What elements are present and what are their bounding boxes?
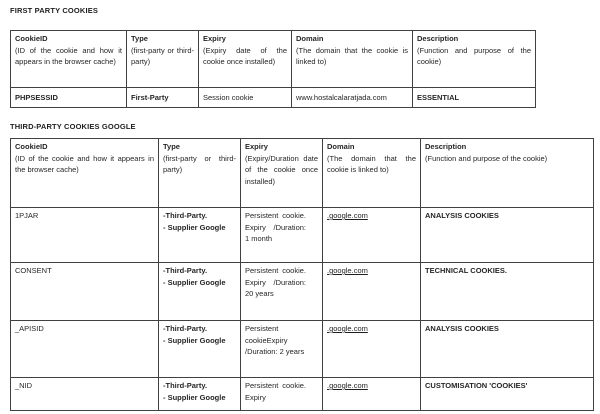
column-title-domain: Domain — [296, 34, 324, 43]
column-title-type: Type — [131, 34, 148, 43]
column-title-domain: Domain — [327, 142, 355, 151]
column-subtitle-description: (Function and purpose of the cookie) — [417, 45, 531, 66]
cell-description: ESSENTIAL — [413, 88, 536, 108]
cell-type — [159, 321, 241, 378]
column-subtitle-domain: (The domain that the cookie is linked to) — [296, 45, 408, 66]
cell-cookie-id: 1PJAR — [11, 208, 159, 263]
column-subtitle-description: (Function and purpose of the cookie) — [425, 153, 548, 163]
header-cell-domain — [292, 31, 413, 88]
cell-type — [159, 208, 241, 263]
domain-link[interactable]: .google.com — [327, 266, 368, 275]
header-cell-cookie-id — [11, 31, 127, 88]
cell-cookie-id: _APISID — [11, 321, 159, 378]
cell-domain — [323, 208, 421, 263]
column-title-cookie-id: CookieID — [15, 142, 48, 151]
column-subtitle-cookie-id: (ID of the cookie and how it appears in the browser cache) — [15, 45, 122, 66]
domain-link[interactable]: .google.com — [327, 324, 368, 333]
table-header-row — [11, 31, 536, 88]
column-subtitle-type: (first-party or third-party) — [163, 153, 236, 174]
section-title-first-party: FIRST PARTY COOKIES — [10, 6, 98, 15]
cell-expiry: Session cookie — [199, 88, 292, 108]
column-title-expiry: Expiry — [245, 142, 268, 151]
type-party-line: -Third-Party. — [163, 211, 208, 220]
cell-type — [159, 378, 241, 411]
column-title-type: Type — [163, 142, 180, 151]
cell-domain: www.hostalcalaratjada.com — [292, 88, 413, 108]
column-subtitle-type: (first-party or third-party) — [131, 45, 194, 66]
header-cell-description — [413, 31, 536, 88]
cell-type — [159, 263, 241, 321]
column-subtitle-cookie-id: (ID of the cookie and how it appears in the browser cache) — [15, 153, 154, 174]
cell-cookie-id: PHPSESSID — [11, 88, 127, 108]
table-row-apisid — [11, 321, 594, 378]
cell-expiry: Persistent cookie. Expiry /Duration: 1 month — [241, 208, 323, 263]
cell-domain — [323, 263, 421, 321]
first-party-cookies-table — [10, 30, 536, 108]
section-title-third-party: THIRD-PARTY COOKIES GOOGLE — [10, 122, 136, 131]
column-subtitle-expiry: (Expiry/Duration date of the cookie once installed) — [245, 153, 318, 186]
table-header-row — [11, 139, 594, 208]
column-subtitle-expiry: (Expiry date of the cookie once installed) — [203, 45, 287, 66]
header-cell-domain — [323, 139, 421, 208]
cell-cookie-id: CONSENT — [11, 263, 159, 321]
table-row-consent — [11, 263, 594, 321]
cell-cookie-id: _NID — [11, 378, 159, 411]
type-party-line: -Third-Party. — [163, 324, 208, 333]
type-party-line: -Third-Party. — [163, 266, 208, 275]
header-cell-expiry — [241, 139, 323, 208]
type-supplier-line: - Supplier Google — [163, 392, 226, 402]
type-supplier-line: - Supplier Google — [163, 222, 226, 232]
table-row-nid — [11, 378, 594, 411]
cell-description: CUSTOMISATION 'COOKIES' — [421, 378, 594, 411]
table-row-phpsessid — [11, 88, 536, 108]
header-cell-cookie-id — [11, 139, 159, 208]
type-supplier-line: - Supplier Google — [163, 335, 226, 345]
cell-description: TECHNICAL COOKIES. — [421, 263, 594, 321]
column-subtitle-domain: (The domain that the cookie is linked to) — [327, 153, 416, 174]
cell-expiry: Persistent cookie. Expiry — [241, 378, 323, 411]
cell-description: ANALYSIS COOKIES — [421, 321, 594, 378]
cell-expiry: Persistent cookieExpiry /Duration: 2 years — [241, 321, 323, 378]
domain-link[interactable]: .google.com — [327, 381, 368, 390]
cell-type: First-Party — [127, 88, 199, 108]
column-title-description: Description — [425, 142, 467, 151]
header-cell-description — [421, 139, 594, 208]
cell-domain — [323, 321, 421, 378]
cell-expiry: Persistent cookie. Expiry /Duration: 20 years — [241, 263, 323, 321]
column-title-expiry: Expiry — [203, 34, 226, 43]
type-supplier-line: - Supplier Google — [163, 277, 226, 287]
table-row-1pjar — [11, 208, 594, 263]
column-title-cookie-id: CookieID — [15, 34, 48, 43]
type-party-line: -Third-Party. — [163, 381, 208, 390]
cell-domain — [323, 378, 421, 411]
header-cell-type — [127, 31, 199, 88]
cell-description: ANALYSIS COOKIES — [421, 208, 594, 263]
column-title-description: Description — [417, 34, 459, 43]
domain-link[interactable]: .google.com — [327, 211, 368, 220]
header-cell-expiry — [199, 31, 292, 88]
header-cell-type — [159, 139, 241, 208]
third-party-cookies-table — [10, 138, 594, 411]
